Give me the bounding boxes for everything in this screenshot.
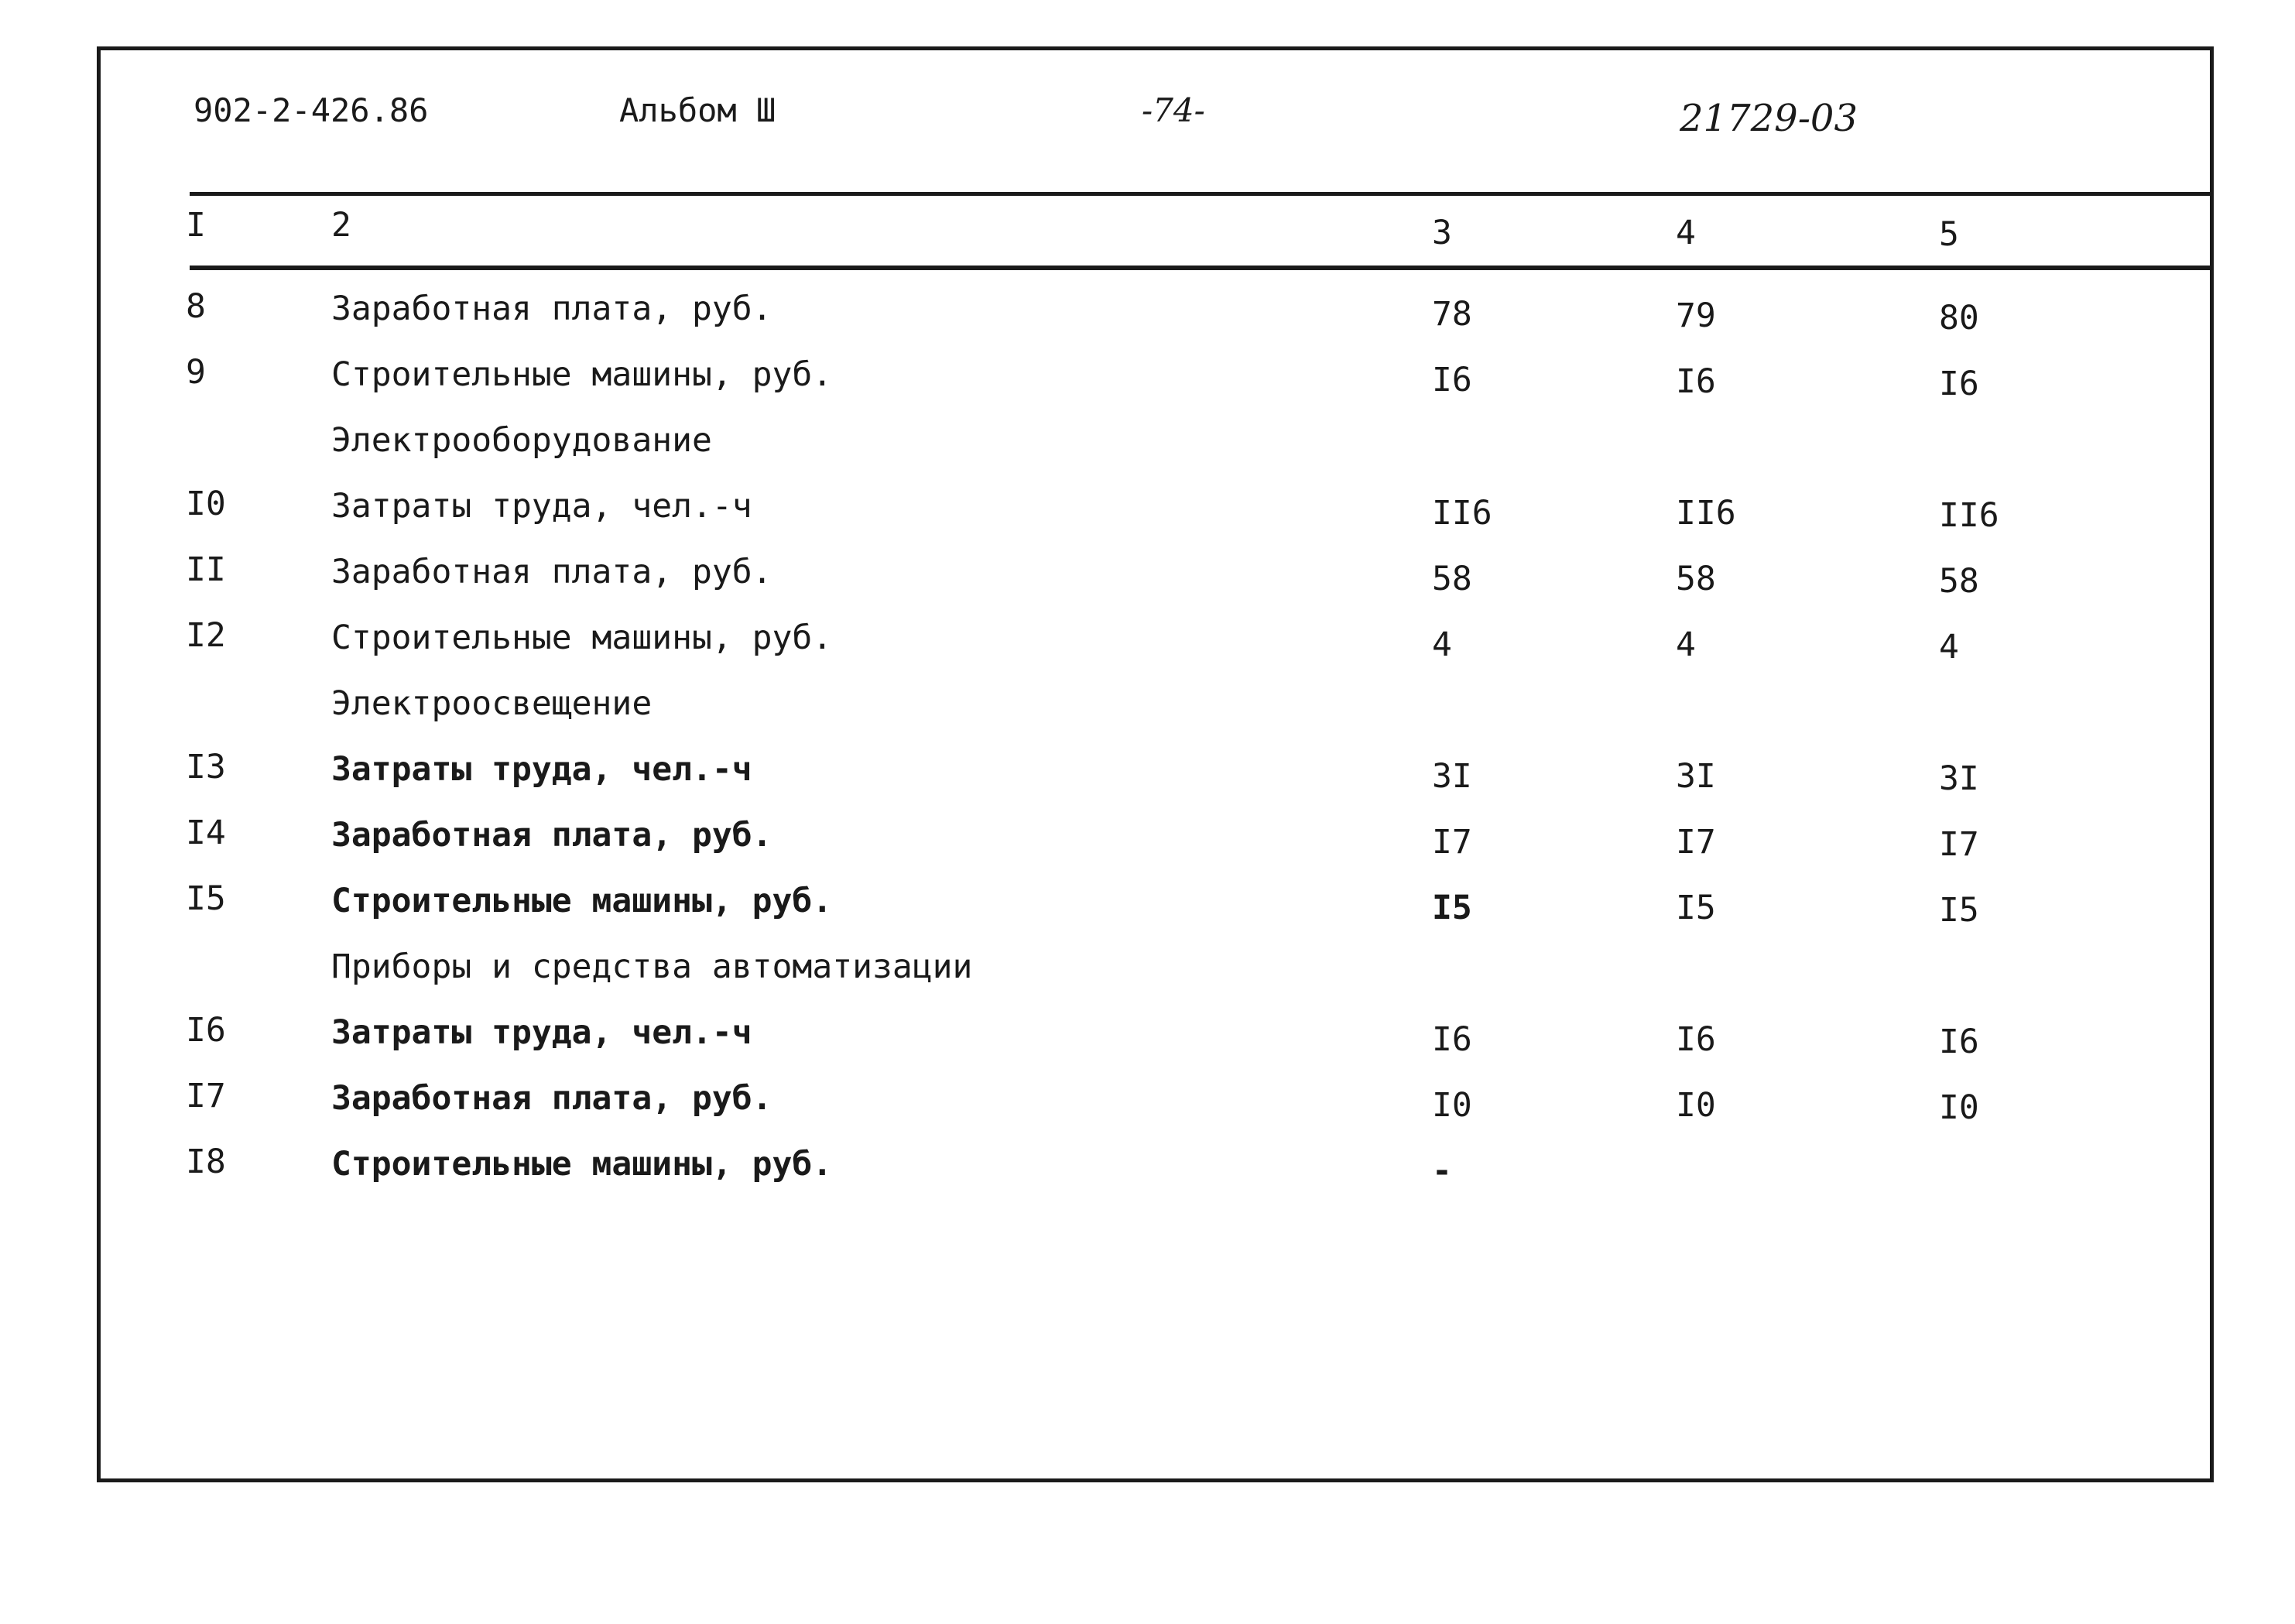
- row-value-col5: 4: [1939, 628, 1959, 666]
- row-value-col4: 3I: [1676, 757, 1716, 796]
- section-heading: Приборы и средства автоматизации: [331, 947, 973, 986]
- row-value-col4: 58: [1676, 560, 1716, 598]
- row-label: Затраты труда, чел.-ч: [331, 1013, 752, 1052]
- column-header-2: 2: [331, 206, 351, 245]
- row-value-col4: 4: [1676, 625, 1696, 664]
- row-value-col4: I7: [1676, 823, 1716, 862]
- row-label: Строительные машины, руб.: [331, 618, 833, 657]
- row-value-col3: 4: [1432, 625, 1452, 664]
- row-value-col3: I6: [1432, 361, 1472, 399]
- row-value-col4: I0: [1676, 1086, 1716, 1125]
- row-number: I8: [186, 1143, 226, 1181]
- row-value-col4: I6: [1676, 1020, 1716, 1059]
- row-value-col4: I5: [1676, 889, 1716, 927]
- row-number: I2: [186, 616, 226, 655]
- document-stamp: 902-2-426.86: [194, 91, 429, 129]
- row-label: Строительные машины, руб.: [331, 355, 833, 394]
- section-heading: Электроосвещение: [331, 684, 653, 723]
- row-label: Затраты труда, чел.-ч: [331, 487, 752, 526]
- column-header-1: I: [186, 206, 206, 245]
- row-value-col5: 80: [1939, 299, 1979, 337]
- row-value-col4: I6: [1676, 362, 1716, 401]
- row-value-col3: I5: [1432, 889, 1472, 927]
- row-number: 8: [186, 287, 206, 326]
- row-number: I7: [186, 1077, 226, 1115]
- table-top-rule: [190, 192, 2214, 196]
- document-code: 21729-03: [1680, 97, 1858, 140]
- row-number: 9: [186, 353, 206, 392]
- row-value-col3: I6: [1432, 1020, 1472, 1059]
- row-value-col3: I0: [1432, 1086, 1472, 1125]
- row-number: I5: [186, 879, 226, 918]
- row-value-col5: II6: [1939, 496, 1999, 535]
- row-number: I6: [186, 1011, 226, 1050]
- column-header-3: 3: [1432, 214, 1452, 252]
- column-header-4: 4: [1676, 214, 1696, 252]
- row-value-col5: I7: [1939, 825, 1979, 864]
- row-value-col5: I6: [1939, 365, 1979, 403]
- row-number: I0: [186, 485, 226, 523]
- row-label: Заработная плата, руб.: [331, 290, 772, 328]
- row-value-col4: 79: [1676, 296, 1716, 335]
- row-value-col5: I6: [1939, 1023, 1979, 1061]
- row-value-col3: II6: [1432, 494, 1492, 533]
- row-number: II: [186, 550, 226, 589]
- row-value-col3: 3I: [1432, 757, 1472, 796]
- row-number: I3: [186, 748, 226, 786]
- column-header-5: 5: [1939, 215, 1959, 254]
- row-value-col3: -: [1432, 1152, 1452, 1191]
- row-value-col3: I7: [1432, 823, 1472, 862]
- row-label: Строительные машины, руб.: [331, 882, 833, 920]
- row-number: I4: [186, 814, 226, 852]
- row-value-col3: 58: [1432, 560, 1472, 598]
- row-value-col5: I0: [1939, 1088, 1979, 1127]
- row-label: Заработная плата, руб.: [331, 816, 772, 855]
- row-label: Строительные машины, руб.: [331, 1145, 833, 1184]
- row-label: Заработная плата, руб.: [331, 553, 772, 591]
- row-value-col3: 78: [1432, 295, 1472, 334]
- row-label: Затраты труда, чел.-ч: [331, 750, 752, 789]
- row-label: Заработная плата, руб.: [331, 1079, 772, 1118]
- page-number: -74-: [1142, 91, 1205, 129]
- row-value-col4: II6: [1676, 494, 1736, 533]
- row-value-col5: 58: [1939, 562, 1979, 601]
- album-label: Альбом Ш: [619, 91, 776, 129]
- row-value-col5: I5: [1939, 891, 1979, 930]
- table-header-rule: [190, 266, 2214, 270]
- section-heading: Электрооборудование: [331, 421, 712, 460]
- row-value-col5: 3I: [1939, 759, 1979, 798]
